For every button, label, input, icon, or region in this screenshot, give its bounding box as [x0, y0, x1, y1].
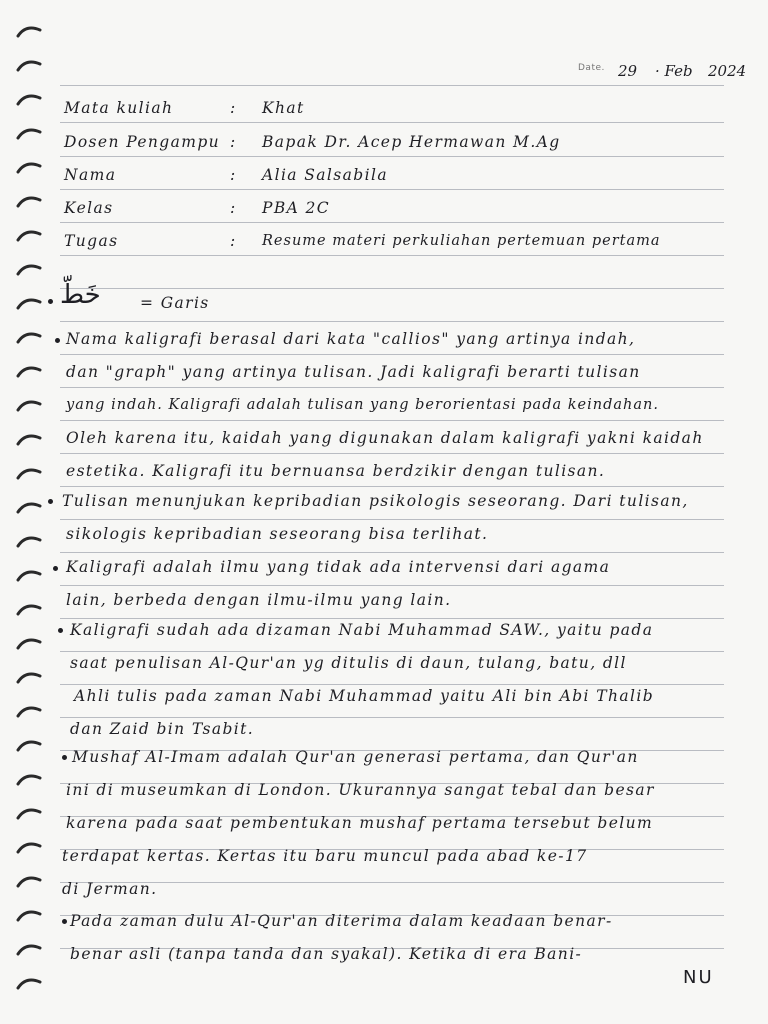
date-year: 2024 [708, 62, 747, 80]
ruled-line [60, 651, 724, 652]
ruled-line [60, 882, 724, 883]
body-line: Oleh karena itu, kaidah yang digunakan dalam kaligrafi yakni kaidah [66, 429, 704, 447]
header-label-task: Tugas [64, 232, 119, 250]
header-sep: : [230, 232, 237, 250]
body-line: sikologis kepribadian seseorang bisa terlihat. [66, 525, 489, 543]
body-line: lain, berbeda dengan ilmu-ilmu yang lain. [66, 591, 452, 609]
footer-mark: NU [683, 967, 714, 988]
header-label-lecturer: Dosen Pengampu [64, 133, 221, 151]
bullet [55, 338, 60, 343]
body-line: Mushaf Al-Imam adalah Qur'an generasi pertama, dan Qur'an [72, 748, 639, 766]
ruled-line [60, 85, 724, 86]
ruled-line [60, 288, 724, 289]
ruled-line [60, 453, 724, 454]
header-label-class: Kelas [64, 199, 114, 217]
body-line: saat penulisan Al-Qur'an yg ditulis di daun, tulang, batu, dll [70, 654, 627, 672]
bullet [58, 628, 63, 633]
ruled-line [60, 684, 724, 685]
ruled-line [60, 519, 724, 520]
header-value-course: Khat [262, 99, 305, 117]
body-line: di Jerman. [62, 880, 158, 898]
header-sep: : [230, 199, 237, 217]
header-label-course: Mata kuliah [64, 99, 174, 117]
body-line: Kaligrafi sudah ada dizaman Nabi Muhammad SAW., yaitu pada [70, 621, 654, 639]
khat-meaning: = Garis [140, 294, 210, 312]
body-line: yang indah. Kaligrafi adalah tulisan yang berorientasi pada keindahan. [66, 397, 659, 413]
header-value-lecturer: Bapak Dr. Acep Hermawan M.Ag [262, 133, 561, 151]
ruled-line [60, 122, 724, 123]
header-sep: : [230, 166, 237, 184]
header-label-name: Nama [64, 166, 117, 184]
body-line: benar asli (tanpa tanda dan syakal). Ketika di era Bani- [70, 945, 583, 963]
header-value-task: Resume materi perkuliahan pertemuan pertama [262, 233, 661, 249]
ruled-line [60, 552, 724, 553]
ruled-line [60, 189, 724, 190]
khat-arabic: خَطّ [60, 280, 101, 310]
ruled-line [60, 156, 724, 157]
bullet [53, 566, 58, 571]
ruled-line [60, 222, 724, 223]
header-sep: : [230, 133, 237, 151]
date-day: 29 [618, 62, 638, 80]
body-line: Pada zaman dulu Al-Qur'an diterima dalam keadaan benar- [70, 912, 613, 930]
header-value-name: Alia Salsabila [262, 166, 388, 184]
ruled-line [60, 321, 724, 322]
header-value-class: PBA 2C [262, 199, 331, 217]
ruled-line [60, 486, 724, 487]
body-line: dan Zaid bin Tsabit. [70, 720, 255, 738]
body-line: terdapat kertas. Kertas itu baru muncul pada abad ke-17 [62, 847, 588, 865]
bullet [48, 299, 53, 304]
ruled-line [60, 717, 724, 718]
body-line: Nama kaligrafi berasal dari kata "callios" yang artinya indah, [66, 330, 636, 348]
ruled-line [60, 420, 724, 421]
ruled-line [60, 354, 724, 355]
body-line: dan "graph" yang artinya tulisan. Jadi kaligrafi berarti tulisan [66, 363, 641, 381]
body-line: Tulisan menunjukan kepribadian psikologis seseorang. Dari tulisan, [62, 492, 689, 510]
bullet [48, 499, 53, 504]
spiral-binding [0, 0, 60, 1024]
ruled-line [60, 387, 724, 388]
date-label: Date. [578, 63, 605, 73]
header-sep: : [230, 99, 237, 117]
body-line: estetika. Kaligrafi itu bernuansa berdzikir dengan tulisan. [66, 462, 606, 480]
date-month: · Feb [655, 62, 693, 80]
ruled-line [60, 585, 724, 586]
body-line: Kaligrafi adalah ilmu yang tidak ada intervensi dari agama [66, 558, 611, 576]
bullet [62, 919, 67, 924]
body-line: Ahli tulis pada zaman Nabi Muhammad yaitu Ali bin Abi Thalib [74, 687, 655, 705]
bullet [62, 755, 67, 760]
body-line: karena pada saat pembentukan mushaf pertama tersebut belum [66, 814, 654, 832]
body-line: ini di museumkan di London. Ukurannya sangat tebal dan besar [66, 781, 655, 799]
ruled-line [60, 255, 724, 256]
ruled-line [60, 618, 724, 619]
